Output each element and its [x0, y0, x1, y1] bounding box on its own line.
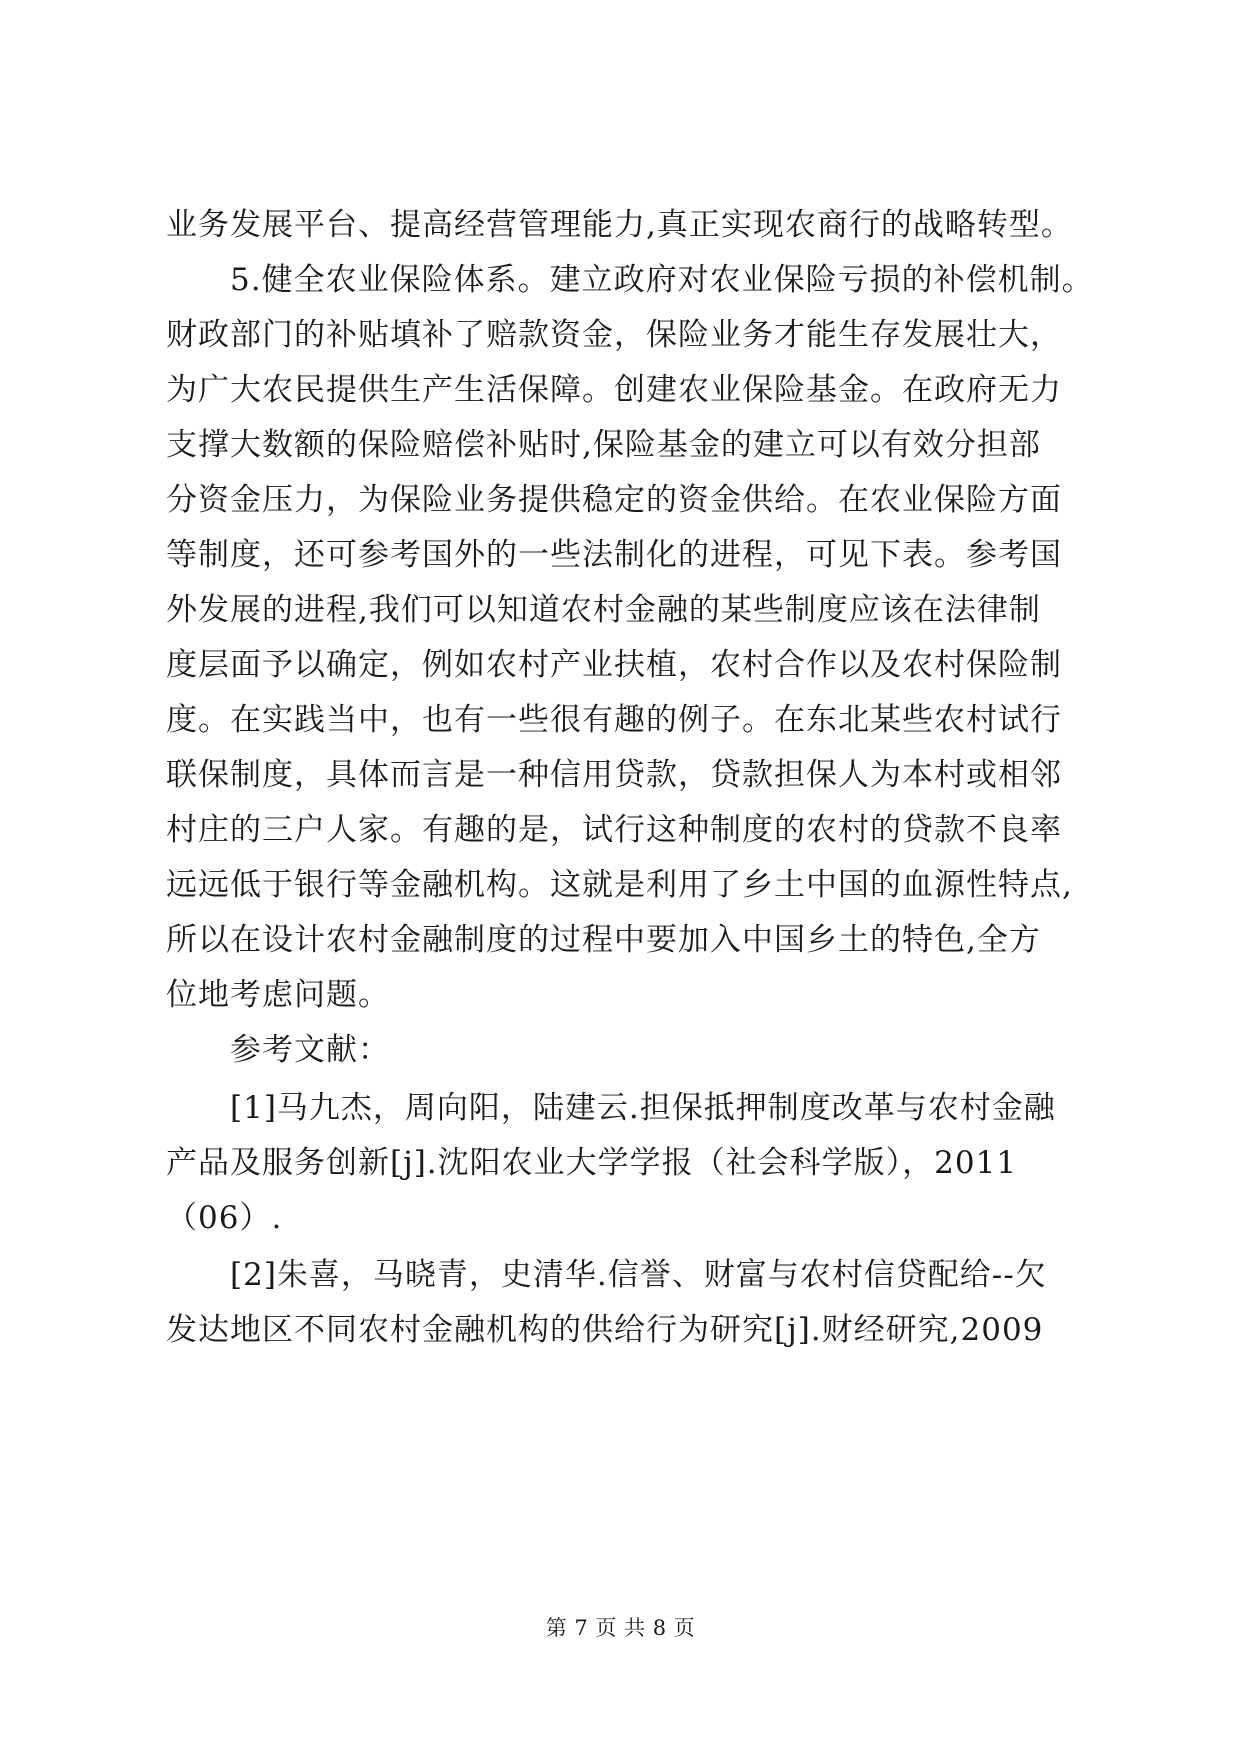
page-number-footer: 第 7 页 共 8 页: [545, 1616, 696, 1640]
reference-1-line-2: 产品及服务创新[j].沈阳农业大学学报（社会科学版），2011: [166, 1145, 1018, 1181]
text-line-7: 等制度，还可参考国外的一些法制化的进程，可见下表。参考国: [166, 537, 1062, 573]
text-line-9: 度层面予以确定，例如农村产业扶植，农村合作以及农村保险制: [166, 647, 1062, 683]
text-line-2: 5.健全农业保险体系。建立政府对农业保险亏损的补偿机制。: [230, 262, 1094, 298]
reference-1-line-3: （06）.: [166, 1200, 283, 1236]
text-line-4: 为广大农民提供生产生活保障。创建农业保险基金。在政府无力: [166, 372, 1062, 408]
text-line-11: 联保制度，具体而言是一种信用贷款，贷款担保人为本村或相邻: [166, 757, 1062, 793]
reference-1-line-1: [1]马九杰，周向阳，陆建云.担保抵押制度改革与农村金融: [230, 1090, 1056, 1126]
text-line-12: 村庄的三户人家。有趣的是，试行这种制度的农村的贷款不良率: [166, 812, 1062, 848]
reference-2-line-2: 发达地区不同农村金融机构的供给行为研究[j].财经研究,2009: [166, 1312, 1044, 1348]
references-heading: 参考文献：: [230, 1032, 390, 1068]
text-line-1: 业务发展平台、提高经营管理能力,真正实现农商行的战略转型。: [166, 207, 1073, 243]
reference-2-line-1: [2]朱喜，马晓青，史清华.信誉、财富与农村信贷配给--欠: [230, 1257, 1047, 1293]
text-line-8: 外发展的进程,我们可以知道农村金融的某些制度应该在法律制: [166, 592, 1041, 628]
text-line-3: 财政部门的补贴填补了赔款资金，保险业务才能生存发展壮大，: [166, 317, 1062, 353]
text-line-15: 位地考虑问题。: [166, 977, 390, 1013]
text-line-13: 远远低于银行等金融机构。这就是利用了乡土中国的血源性特点,: [166, 867, 1073, 903]
text-line-10: 度。在实践当中，也有一些很有趣的例子。在东北某些农村试行: [166, 702, 1062, 738]
text-line-6: 分资金压力，为保险业务提供稳定的资金供给。在农业保险方面: [166, 482, 1062, 518]
text-line-5: 支撑大数额的保险赔偿补贴时,保险基金的建立可以有效分担部: [166, 427, 1041, 463]
text-line-14: 所以在设计农村金融制度的过程中要加入中国乡土的特色,全方: [166, 922, 1041, 958]
